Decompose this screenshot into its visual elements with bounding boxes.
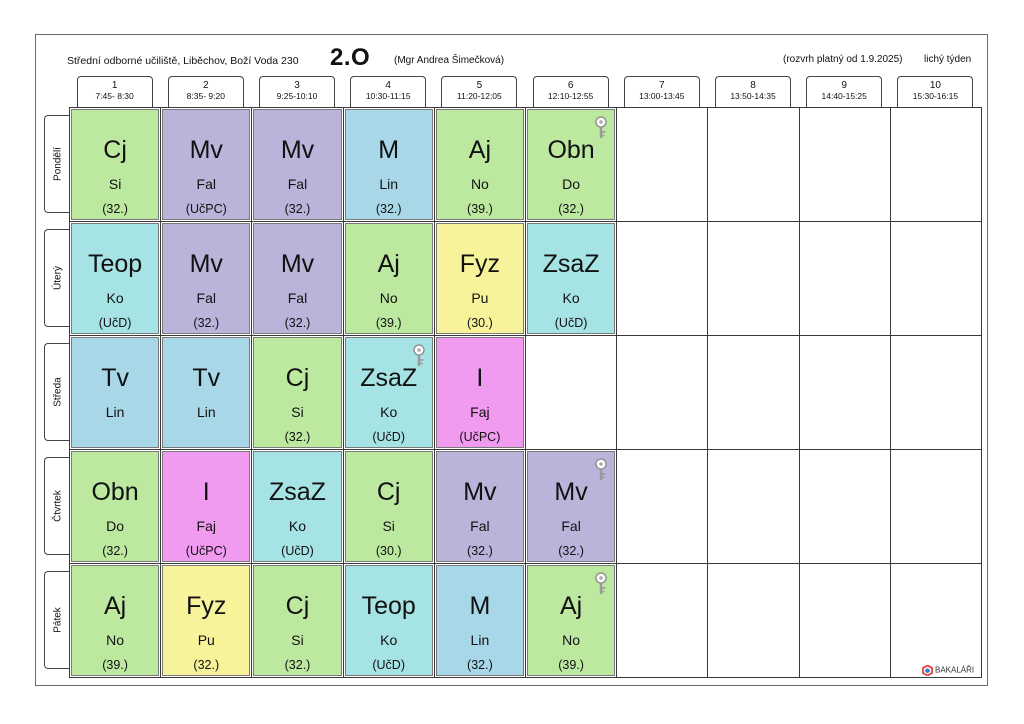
bakalari-logo-icon: [922, 665, 933, 676]
period-time: 14:40-15:25: [821, 91, 867, 101]
lesson-teacher: Lin: [470, 632, 490, 648]
lesson-teacher: No: [106, 632, 125, 648]
period-time: 15:30-16:15: [912, 91, 959, 101]
lesson-subject: Aj: [103, 592, 127, 620]
lesson-room: (32.): [193, 658, 220, 672]
lesson-cell[interactable]: [253, 109, 341, 220]
lesson-cell[interactable]: [436, 337, 524, 448]
lesson-teacher: Ko: [288, 518, 307, 534]
period-time: 13:50-14:35: [730, 91, 776, 101]
period-time: 7:45- 8:30: [95, 91, 134, 101]
school-name: Střední odborné učiliště, Liběchov, Boží Voda 230: [67, 55, 299, 67]
lesson-subject: Teop: [87, 250, 143, 278]
lesson-subject: ZsaZ: [269, 478, 326, 506]
lesson-subject: ZsaZ: [542, 250, 600, 278]
lesson-cell[interactable]: [162, 451, 250, 562]
period-number: 2: [203, 80, 209, 91]
period-time: 10:30-11:15: [365, 91, 411, 101]
lesson-room: (30.): [375, 544, 402, 558]
lesson-teacher: Faj: [470, 404, 490, 420]
lesson-teacher: Ko: [380, 404, 398, 420]
lesson-cell[interactable]: [436, 565, 524, 676]
grid-line: [981, 107, 982, 678]
lesson-teacher: Si: [291, 632, 304, 648]
grid-line: [616, 107, 617, 678]
lesson-teacher: Pu: [197, 632, 215, 648]
lesson-teacher: Lin: [379, 176, 399, 192]
lesson-cell[interactable]: [253, 565, 341, 676]
lesson-room: (32.): [284, 202, 311, 216]
lesson-teacher: Fal: [470, 518, 490, 534]
lesson-room: (39.): [467, 202, 493, 216]
lesson-cell[interactable]: [527, 109, 615, 220]
period-tab-8: [715, 76, 791, 107]
lesson-subject: Aj: [559, 592, 583, 620]
lesson-cell[interactable]: [162, 337, 250, 448]
day-label-ctvrtek: [44, 457, 70, 555]
lesson-cell[interactable]: [345, 337, 433, 448]
lesson-teacher: Faj: [196, 518, 216, 534]
lesson-teacher: No: [470, 176, 489, 192]
lesson-teacher: Do: [106, 518, 125, 534]
lesson-cell[interactable]: [436, 223, 524, 334]
grid-line: [69, 107, 70, 678]
lesson-room: (39.): [102, 658, 128, 672]
lesson-teacher: Ko: [380, 632, 398, 648]
grid-line: [525, 107, 526, 678]
lesson-subject: Cj: [285, 592, 310, 620]
lesson-cell[interactable]: [71, 565, 159, 676]
lesson-teacher: Pu: [471, 290, 489, 306]
period-tab-4: [350, 76, 426, 107]
lesson-room: (UčD): [554, 316, 588, 330]
lesson-room: (32.): [558, 202, 584, 216]
valid-from: (rozvrh platný od 1.9.2025): [783, 54, 903, 65]
period-tab-7: [624, 76, 700, 107]
lesson-room: (32.): [193, 316, 220, 330]
lesson-subject: I: [476, 364, 484, 392]
schedule-grid: [69, 107, 981, 677]
key-icon: [412, 344, 426, 368]
grid-line: [434, 107, 435, 678]
lesson-cell[interactable]: [527, 223, 615, 334]
lesson-subject: Cj: [103, 136, 127, 164]
period-number: 1: [111, 80, 118, 91]
lesson-cell[interactable]: [71, 337, 159, 448]
day-label-utery: [44, 229, 70, 327]
lesson-room: (32.): [102, 544, 128, 558]
lesson-room: (UčPC): [185, 544, 227, 558]
period-tab-1: [77, 76, 153, 107]
period-tab-9: [806, 76, 882, 107]
lesson-room: (39.): [375, 316, 402, 330]
bakalari-logo: [922, 665, 974, 676]
period-number: 8: [750, 80, 756, 91]
lesson-cell[interactable]: [71, 223, 159, 334]
period-tab-3: [259, 76, 335, 107]
lesson-room: (32.): [284, 658, 311, 672]
lesson-subject: Aj: [468, 136, 491, 164]
lesson-subject: Mv: [554, 478, 588, 506]
period-tab-5: [441, 76, 517, 107]
lesson-subject: Mv: [463, 478, 497, 506]
day-name: Středa: [52, 377, 63, 407]
lesson-cell[interactable]: [436, 109, 524, 220]
lesson-cell[interactable]: [345, 565, 433, 676]
period-time: 11:20-12:05: [457, 91, 502, 101]
lesson-subject: Aj: [377, 250, 400, 278]
lesson-teacher: Fal: [561, 518, 581, 534]
lesson-subject: Cj: [376, 478, 401, 506]
lesson-room: (32.): [467, 544, 493, 558]
period-time: 9:25-10:10: [276, 91, 318, 101]
lesson-room: (UčD): [372, 430, 405, 444]
lesson-room: (32.): [558, 544, 584, 558]
period-number: 10: [929, 80, 941, 91]
lesson-room: (30.): [467, 316, 493, 330]
lesson-subject: Teop: [361, 592, 416, 620]
lesson-subject: Obn: [91, 478, 139, 506]
grid-line: [343, 107, 344, 678]
grid-line: [69, 563, 982, 564]
grid-line: [69, 677, 982, 678]
lesson-teacher: No: [379, 290, 398, 306]
lesson-teacher: Lin: [196, 404, 216, 420]
class-teacher: (Mgr Andrea Šimečková): [394, 55, 505, 66]
period-number: 6: [567, 80, 574, 91]
lesson-teacher: Fal: [287, 176, 308, 192]
timetable-sheet: [35, 34, 988, 686]
lesson-subject: Mv: [280, 136, 315, 164]
period-tab-6: [533, 76, 609, 107]
lesson-cell[interactable]: [253, 451, 341, 562]
lesson-cell[interactable]: [527, 565, 615, 676]
day-name: Čtvrtek: [52, 490, 63, 522]
lesson-teacher: Ko: [106, 290, 124, 306]
key-icon: [594, 116, 608, 140]
lesson-teacher: Ko: [562, 290, 580, 306]
lesson-cell[interactable]: [162, 109, 250, 220]
lesson-room: (UčD): [372, 658, 405, 672]
key-icon: [594, 458, 608, 482]
lesson-cell[interactable]: [345, 223, 433, 334]
period-number: 3: [294, 80, 300, 91]
lesson-room: (32.): [284, 316, 311, 330]
lesson-subject: ZsaZ: [360, 364, 418, 392]
lesson-subject: Tv: [101, 364, 129, 392]
grid-line: [707, 107, 708, 678]
class-name: 2.O: [330, 44, 371, 71]
lesson-subject: I: [202, 478, 210, 506]
lesson-subject: M: [378, 136, 400, 164]
lesson-cell[interactable]: [162, 223, 250, 334]
lesson-subject: Mv: [189, 250, 223, 278]
period-number: 7: [659, 80, 665, 91]
day-label-pondeli: [44, 115, 70, 213]
lesson-cell[interactable]: [345, 109, 433, 220]
period-number: 5: [476, 80, 483, 91]
lesson-room: (UčPC): [459, 430, 501, 444]
lesson-cell[interactable]: [162, 565, 250, 676]
lesson-cell[interactable]: [436, 451, 524, 562]
day-name: Úterý: [52, 266, 63, 290]
lesson-subject: Mv: [280, 250, 315, 278]
lesson-subject: Tv: [192, 364, 221, 392]
lesson-teacher: Si: [382, 518, 395, 534]
lesson-teacher: Fal: [287, 290, 308, 306]
day-name: Pátek: [52, 607, 63, 633]
grid-line: [251, 107, 252, 678]
grid-line: [160, 107, 161, 678]
period-time: 13:00-13:45: [639, 91, 685, 101]
period-number: 4: [385, 80, 391, 91]
lesson-subject: M: [469, 592, 491, 620]
lesson-cell[interactable]: [253, 223, 341, 334]
lesson-teacher: Fal: [196, 176, 216, 192]
period-time: 8:35- 9:20: [186, 91, 225, 101]
grid-line: [69, 221, 982, 222]
grid-line: [69, 107, 982, 108]
lesson-room: (UčD): [98, 316, 132, 330]
day-label-patek: [44, 571, 70, 669]
bakalari-logo-text: BAKALÁŘI: [935, 665, 975, 675]
lesson-teacher: No: [562, 632, 581, 648]
week-type: lichý týden: [924, 54, 972, 65]
lesson-subject: Cj: [285, 364, 310, 392]
lesson-teacher: Fal: [196, 290, 216, 306]
lesson-teacher: Si: [108, 176, 122, 192]
lesson-cell[interactable]: [253, 337, 341, 448]
lesson-room: (32.): [102, 202, 128, 216]
lesson-room: (32.): [375, 202, 402, 216]
lesson-room: (UčD): [281, 544, 314, 558]
period-tab-2: [168, 76, 244, 107]
lesson-subject: Mv: [189, 136, 223, 164]
key-icon: [594, 572, 608, 596]
lesson-cell[interactable]: [71, 109, 159, 220]
lesson-subject: Fyz: [459, 250, 501, 278]
lesson-teacher: Si: [291, 404, 304, 420]
grid-line: [69, 335, 982, 336]
lesson-cell[interactable]: [345, 451, 433, 562]
day-name: Pondělí: [52, 147, 63, 181]
lesson-room: (32.): [467, 658, 493, 672]
lesson-room: (32.): [284, 430, 311, 444]
lesson-cell[interactable]: [71, 451, 159, 562]
grid-line: [890, 107, 891, 678]
grid-line: [69, 449, 982, 450]
period-number: 9: [841, 80, 847, 91]
period-tab-10: [897, 76, 973, 107]
lesson-subject: Fyz: [186, 592, 227, 620]
lesson-teacher: Do: [562, 176, 581, 192]
lesson-cell[interactable]: [527, 451, 615, 562]
lesson-room: (UčPC): [185, 202, 227, 216]
lesson-subject: Obn: [547, 136, 595, 164]
grid-line: [799, 107, 800, 678]
day-label-streda: [44, 343, 70, 441]
lesson-teacher: Lin: [105, 404, 125, 420]
period-time: 12:10-12:55: [547, 91, 594, 101]
lesson-room: (39.): [558, 658, 584, 672]
